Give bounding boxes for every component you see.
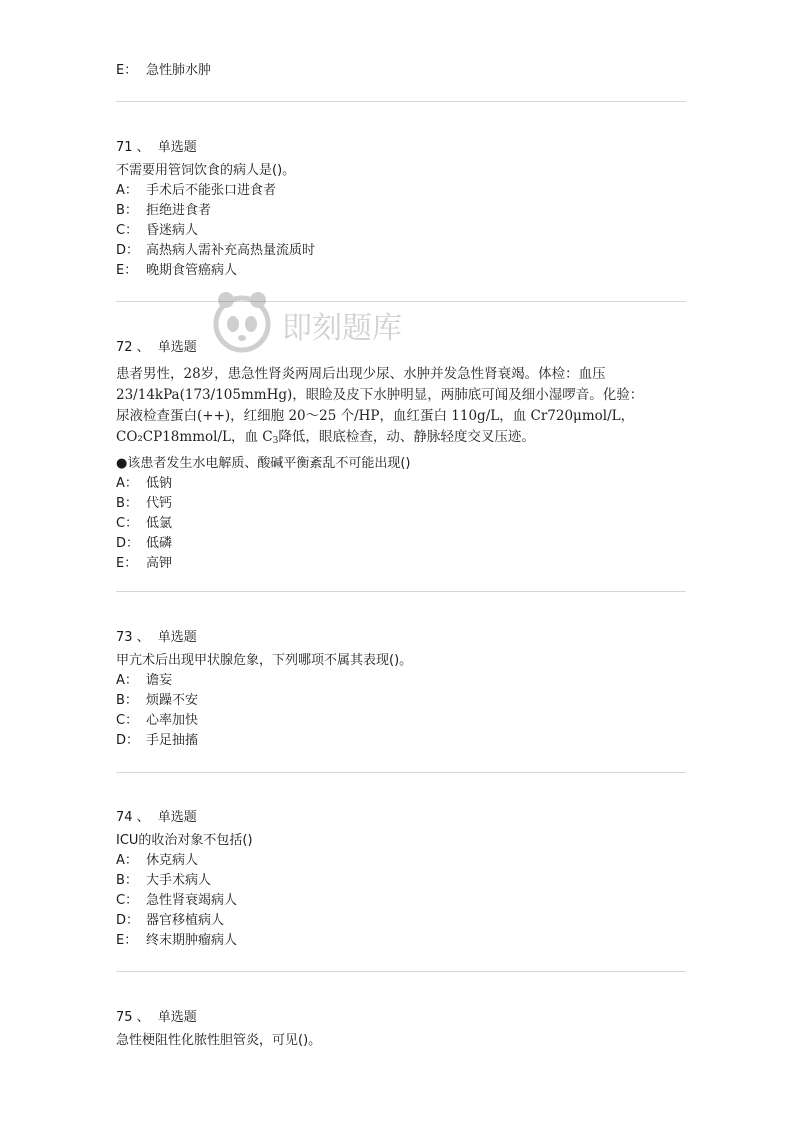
option-row[interactable] <box>116 261 686 281</box>
option-key: E： <box>116 63 138 78</box>
option-text: 急性肾衰竭病人 <box>146 893 238 908</box>
option-key: A： <box>116 853 138 868</box>
question-number: 72 、 <box>116 340 150 355</box>
option-row[interactable] <box>116 241 686 261</box>
option-row[interactable] <box>116 514 686 534</box>
question-type: 单选题 <box>157 340 197 355</box>
question-75 <box>116 1008 686 1051</box>
question-73 <box>116 628 686 751</box>
option-row[interactable] <box>116 61 686 81</box>
option-row[interactable] <box>116 871 686 891</box>
option-text: 急性肺水肿 <box>146 63 212 78</box>
option-row[interactable] <box>116 474 686 494</box>
question-stem: ICU的收治对象不包括() <box>116 833 253 848</box>
option-text: 心率加快 <box>146 713 199 728</box>
option-key: E： <box>116 263 138 278</box>
question-number: 71 、 <box>116 140 150 155</box>
option-text: 低钠 <box>146 476 173 491</box>
option-row[interactable] <box>116 691 686 711</box>
question-stem: 不需要用管饲饮食的病人是()。 <box>116 163 296 178</box>
option-row[interactable] <box>116 731 686 751</box>
option-text: 高钾 <box>146 556 173 571</box>
question-number: 73 、 <box>116 630 150 645</box>
option-row[interactable] <box>116 534 686 554</box>
option-text: 代钙 <box>146 496 173 511</box>
option-row[interactable] <box>116 911 686 931</box>
divider <box>116 772 686 773</box>
option-row[interactable] <box>116 201 686 221</box>
option-key: C： <box>116 893 139 908</box>
option-key: D： <box>116 733 140 748</box>
option-row[interactable] <box>116 221 686 241</box>
option-text: 器官移植病人 <box>146 913 225 928</box>
option-key: D： <box>116 243 140 258</box>
option-row[interactable] <box>116 494 686 514</box>
option-key: B： <box>116 693 138 708</box>
option-key: D： <box>116 536 140 551</box>
case-line: 23/14kPa(173/105mmHg)，眼睑及皮下水肿明显，两肺底可闻及细小湿啰音。化验： <box>116 387 644 403</box>
option-row[interactable] <box>116 891 686 911</box>
option-text: 昏迷病人 <box>146 223 199 238</box>
option-text: 低氯 <box>146 516 173 531</box>
question-stem: 甲亢术后出现甲状腺危象，下列哪项不属其表现()。 <box>116 653 413 668</box>
case-line <box>116 427 686 452</box>
question-number: 74 、 <box>116 810 150 825</box>
case-line: 尿液检查蛋白(++)，红细胞 20～25 个/HP，血红蛋白 110g/L，血 Cr720μmol/L， <box>116 408 635 424</box>
option-key: C： <box>116 223 139 238</box>
option-text: 晚期食管癌病人 <box>146 263 238 278</box>
question-type: 单选题 <box>157 630 197 645</box>
option-key: D： <box>116 913 140 928</box>
case-line-text: 降低，眼底检查，动、静脉轻度交叉压迹。 <box>278 429 535 445</box>
option-key: A： <box>116 183 138 198</box>
option-text: 手术后不能张口进食者 <box>146 183 277 198</box>
question-header <box>116 138 686 158</box>
question-type: 单选题 <box>157 140 197 155</box>
option-key: B： <box>116 496 138 511</box>
case-line-text: CO₂CP18mmol/L，血 C <box>116 429 273 445</box>
option-row[interactable] <box>116 851 686 871</box>
question-header <box>116 808 686 828</box>
divider <box>116 971 686 972</box>
question-stem: ●该患者发生水电解质、酸碱平衡紊乱不可能出现() <box>116 456 411 471</box>
option-key: C： <box>116 516 139 531</box>
option-text: 谵妄 <box>146 673 173 688</box>
option-row[interactable] <box>116 671 686 691</box>
question-71 <box>116 138 686 281</box>
option-key: E： <box>116 933 138 948</box>
option-text: 拒绝进食者 <box>146 203 212 218</box>
option-key: B： <box>116 873 138 888</box>
case-description <box>116 364 686 452</box>
option-row[interactable] <box>116 181 686 201</box>
option-row[interactable] <box>116 931 686 951</box>
option-row[interactable] <box>116 711 686 731</box>
option-key: A： <box>116 673 138 688</box>
option-text: 高热病人需补充高热量流质时 <box>146 243 316 258</box>
option-key: E： <box>116 556 138 571</box>
option-text: 终末期肿瘤病人 <box>146 933 238 948</box>
question-type: 单选题 <box>157 810 197 825</box>
question-stem: 急性梗阻性化脓性胆管炎，可见()。 <box>116 1033 322 1048</box>
question-72 <box>116 338 686 574</box>
option-text: 低磷 <box>146 536 173 551</box>
question-74 <box>116 808 686 951</box>
divider <box>116 301 686 302</box>
question-header <box>116 628 686 648</box>
option-text: 休克病人 <box>146 853 199 868</box>
case-line: 患者男性，28岁，患急性肾炎两周后出现少尿、水肿并发急性肾衰竭。体检：血压 <box>116 366 606 382</box>
option-key: C： <box>116 713 139 728</box>
option-row[interactable] <box>116 554 686 574</box>
watermark-text: 即刻题库 <box>282 311 402 346</box>
question-header <box>116 338 686 358</box>
option-key: A： <box>116 476 138 491</box>
option-text: 烦躁不安 <box>146 693 199 708</box>
divider <box>116 591 686 592</box>
question-header <box>116 1008 686 1028</box>
divider <box>116 101 686 102</box>
option-text: 大手术病人 <box>146 873 212 888</box>
question-type: 单选题 <box>157 1010 197 1025</box>
option-text: 手足抽搐 <box>146 733 199 748</box>
question-number: 75 、 <box>116 1010 150 1025</box>
subscript: 3 <box>272 436 279 446</box>
option-key: B： <box>116 203 138 218</box>
